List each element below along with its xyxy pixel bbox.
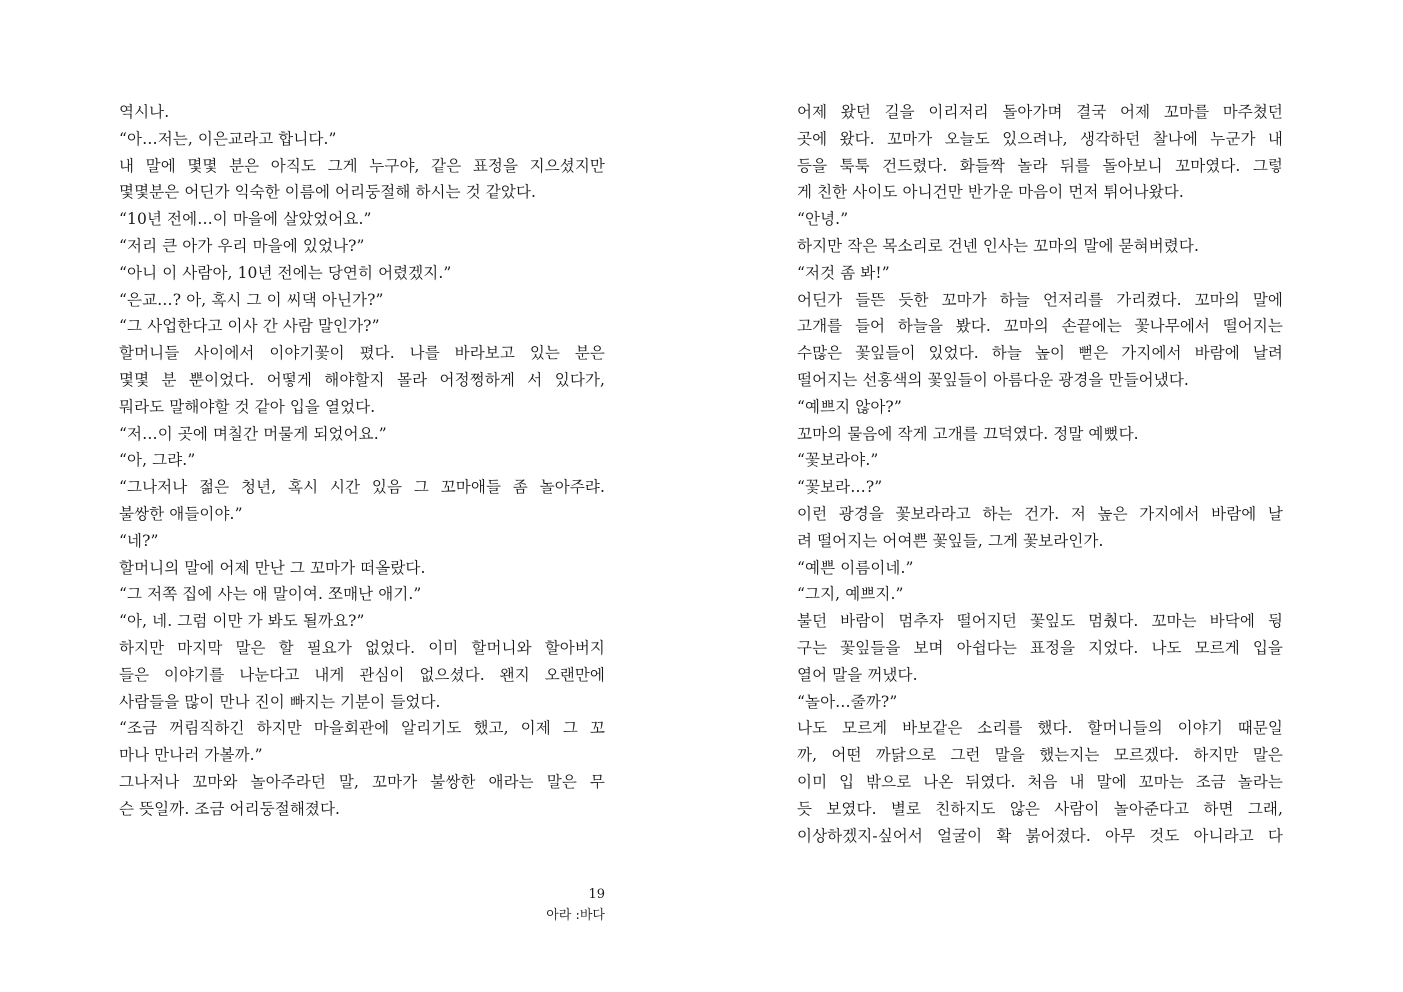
- text-line: “아, 네. 그럼 이만 가 봐도 될까요?”: [119, 612, 365, 631]
- text-line: “아…저는, 이은교라고 합니다.”: [119, 129, 337, 148]
- text-line: “아, 그랴.”: [119, 451, 196, 470]
- text-line: 게 친한 사이도 아니건만 반가운 마음이 먼저 튀어나왔다.: [797, 183, 1184, 202]
- text-line: 하지만 작은 목소리로 건넨 인사는 꼬마의 말에 묻혀버렸다.: [797, 236, 1199, 255]
- text-line: 어제 왔던 길을 이리저리 돌아가며 결국 어제 꼬마를 마주쳤던: [797, 103, 1283, 121]
- text-line: “예쁜 이름이네.”: [797, 558, 914, 577]
- text-line: 이미 입 밖으로 나온 뒤였다. 처음 내 말에 꼬마는 조금 놀라는: [797, 772, 1283, 791]
- text-line: 들은 이야기를 나눈다고 내게 관심이 없으셨다. 왠지 오랜만에: [119, 665, 605, 684]
- text-line: 뭐라도 말해야할 것 같아 입을 열었다.: [119, 397, 376, 416]
- text-line: 까, 어떤 까닭으로 그런 말을 했는지는 모르겠다. 하지만 말은: [797, 746, 1283, 765]
- text-line: “꽃보라야.”: [797, 451, 879, 470]
- text-line: 할머니들 사이에서 이야기꽃이 폈다. 나를 바라보고 있는 분은: [119, 344, 605, 363]
- text-line: 불쌍한 애들이야.”: [119, 504, 243, 523]
- text-line: 사람들을 많이 만나 진이 빠지는 기분이 들었다.: [119, 692, 441, 711]
- text-line: 불던 바람이 멈추자 떨어지던 꽃잎도 멈췄다. 꼬마는 바닥에 뒹: [797, 612, 1283, 631]
- right-page: [702, 0, 1403, 992]
- text-line: “네?”: [119, 531, 159, 550]
- page-number: 19: [588, 887, 605, 902]
- text-line: 고개를 들어 하늘을 봤다. 꼬마의 손끝에는 꽃나무에서 떨어지는: [797, 317, 1283, 336]
- text-line: “저것 좀 봐!”: [797, 263, 890, 282]
- text-line: “아니 이 사람아, 10년 전에는 당연히 어렸겠지.”: [119, 263, 452, 282]
- text-line: 슨 뜻일까. 조금 어리둥절해졌다.: [119, 799, 341, 818]
- text-line: “그지, 예쁘지.”: [797, 585, 904, 604]
- text-line: 열어 말을 꺼냈다.: [797, 665, 918, 684]
- text-line: 그나저나 꼬마와 놀아주라던 말, 꼬마가 불쌍한 애라는 말은 무: [119, 772, 605, 791]
- text-line: 몇몇분은 어딘가 익숙한 이름에 어리둥절해 하시는 것 같았다.: [119, 183, 537, 202]
- text-line: 수많은 꽃잎들이 있었다. 하늘 높이 뻗은 가지에서 바람에 날려: [797, 344, 1283, 363]
- text-line: “그 사업한다고 이사 간 사람 말인가?”: [119, 317, 380, 336]
- left-page: [0, 0, 701, 992]
- text-line: 곳에 왔다. 꼬마가 오늘도 있으려나, 생각하던 찰나에 누군가 내: [797, 129, 1283, 148]
- text-line: 이상하겠지-싶어서 얼굴이 확 붉어졌다. 아무 것도 아니라고 다: [797, 826, 1283, 845]
- text-line: “예쁘지 않아?”: [797, 397, 902, 416]
- text-line: 듯 보였다. 별로 친하지도 않은 사람이 놀아준다고 하면 그래,: [797, 799, 1283, 818]
- right-page-body: [797, 99, 1283, 849]
- text-line: 내 말에 몇몇 분은 아직도 그게 누구야, 같은 표정을 지으셨지만: [119, 156, 605, 175]
- text-line: “은교…? 아, 혹시 그 이 씨댁 아닌가?”: [119, 290, 384, 309]
- text-line: 역시나.: [119, 103, 170, 121]
- text-line: “10년 전에…이 마을에 살았었어요.”: [119, 210, 372, 229]
- book-title: 아라 :바다: [546, 908, 605, 923]
- text-line: “그나저나 젊은 청년, 혹시 시간 있음 그 꼬마애들 좀 놀아주랴.: [119, 478, 605, 497]
- left-page-body: [119, 99, 605, 823]
- text-line: 나도 모르게 바보같은 소리를 했다. 할머니들의 이야기 때문일: [797, 719, 1283, 738]
- text-line: 마나 만나러 가볼까.”: [119, 746, 263, 765]
- text-line: “조금 꺼림직하긴 하지만 마을회관에 알리기도 했고, 이제 그 꼬: [119, 719, 605, 738]
- text-line: “안녕.”: [797, 210, 849, 229]
- text-line: 꼬마의 물음에 작게 고개를 끄덕였다. 정말 예뻤다.: [797, 424, 1139, 443]
- text-line: “그 저쪽 집에 사는 애 말이여. 쪼매난 애기.”: [119, 585, 422, 604]
- text-line: 떨어지는 선홍색의 꽃잎들이 아름다운 광경을 만들어냈다.: [797, 370, 1189, 389]
- text-line: 구는 꽃잎들을 보며 아쉽다는 표정을 지었다. 나도 모르게 입을: [797, 638, 1283, 657]
- text-line: 하지만 마지막 말은 할 필요가 없었다. 이미 할머니와 할아버지: [119, 638, 605, 657]
- text-line: 이런 광경을 꽃보라라고 하는 건가. 저 높은 가지에서 바람에 날: [797, 504, 1283, 523]
- text-line: 할머니의 말에 어제 만난 그 꼬마가 떠올랐다.: [119, 558, 426, 577]
- text-line: “저리 큰 아가 우리 마을에 있었나?”: [119, 236, 365, 255]
- text-line: 등을 툭툭 건드렸다. 화들짝 놀라 뒤를 돌아보니 꼬마였다. 그렇: [797, 156, 1283, 175]
- text-line: 려 떨어지는 어여쁜 꽃잎들, 그게 꽃보라인가.: [797, 531, 1104, 550]
- text-line: “꽃보라…?”: [797, 478, 883, 497]
- text-line: 몇몇 분 뿐이었다. 어떻게 해야할지 몰라 어정쩡하게 서 있다가,: [119, 370, 605, 389]
- text-line: “놀아…줄까?”: [797, 692, 898, 711]
- page-footer: [119, 884, 605, 926]
- text-line: “저…이 곳에 며칠간 머물게 되었어요.”: [119, 424, 387, 443]
- text-line: 어딘가 들뜬 듯한 꼬마가 하늘 언저리를 가리켰다. 꼬마의 말에: [797, 290, 1283, 309]
